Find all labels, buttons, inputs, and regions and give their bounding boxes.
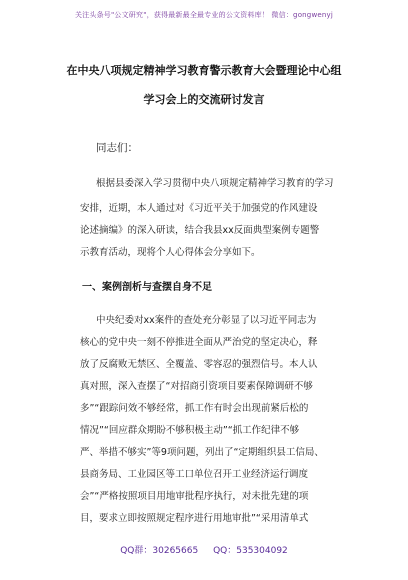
section-line: 严、举措不够实”等9项问题，列出了“定期组织县工信局、 (80, 447, 324, 458)
section-line: 中央纪委对xx案件的查处充分彰显了以习近平同志为 (96, 315, 317, 326)
document-title-line-2: 学习会上的交流研讨发言 (143, 93, 265, 106)
section-line: 放了反腐败无禁区、全覆盖、零容忍的强烈信号。本人认 (80, 359, 318, 370)
section-line: 目，要求立即按照规定程序进行用地审批”“采用清单式 (80, 513, 309, 524)
section-heading: 一、案例剖析与查摆自身不足 (82, 282, 212, 293)
section-line: 多”“跟踪问效不够经常，抓工作有时会出现前紧后松的 (80, 403, 309, 414)
intro-line: 论述摘编》的深入研读，结合我县xx反面典型案例专题警 (80, 225, 320, 236)
section-line: 真对照，深入查摆了“对招商引资项目要素保障调研不够 (80, 381, 313, 392)
section-line: 县商务局、工业园区等工口单位召开工业经济运行调度 (80, 469, 309, 480)
header-banner: 关注头条号"公文研究"，获得最新最全最专业的公文资料库！ 微信：gongwenyj (74, 11, 334, 19)
intro-line: 示教育活动，现将个人心得体会分享如下。 (80, 247, 261, 258)
section-line: 情况”“回应群众期盼不够积极主动”“抓工作纪律不够 (80, 425, 300, 436)
section-line: 核心的党中央一刻不停推进全面从严治党的坚定决心，释 (80, 337, 318, 348)
footer-qq: QQ：535304092 (213, 546, 288, 556)
intro-line: 根据县委深入学习贯彻中央八项规定精神学习教育的学习 (96, 178, 334, 189)
footer-qq-group: QQ群：30265665 (120, 546, 199, 556)
greeting: 同志们： (96, 142, 138, 154)
document-title-line-1: 在中央八项规定精神学习教育警示教育大会暨理论中心组 (66, 64, 342, 77)
intro-line: 安排，近期，本人通过对《习近平关于加强党的作风建设 (80, 203, 318, 214)
footer-contact (0, 543, 408, 556)
section-line: 会”“严格按照项目用地审批程序执行，对未批先建的项 (80, 491, 309, 502)
